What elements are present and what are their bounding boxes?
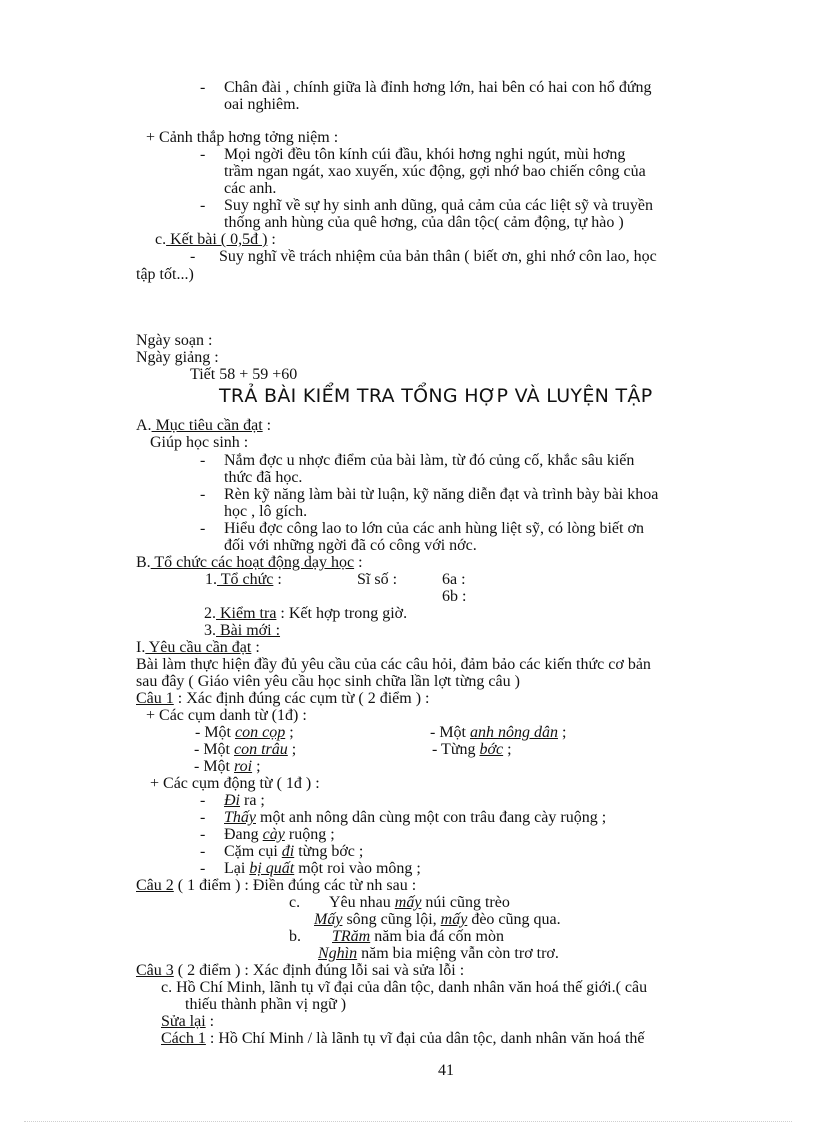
question-1 [136,690,430,707]
question-label: Câu 2 [136,877,174,894]
heading-suffix: : [354,554,363,571]
dash: - [200,843,206,860]
verb-prefix: Đang [224,826,263,843]
text-line: sau đây ( Giáo viên yêu cầu học sinh chữa lần lợt từng câu ) [136,673,520,690]
text-line: trầm ngan ngát, xao xuyến, xúc động, gợi nhớ bao chiến công của [224,163,646,180]
phrase-item [194,758,261,775]
lesson-number: Tiết 58 + 59 +60 [190,366,298,383]
heading-underlined: Mục tiêu cần đạt [151,417,263,434]
section-heading [136,554,363,571]
step-label: Kiểm tra [216,605,277,622]
phrase-suffix: ; [287,741,297,758]
verb-rest: ruộng ; [284,826,335,843]
step-suffix: : [273,571,282,588]
page-number: 41 [438,1062,454,1079]
section-heading [136,417,271,434]
verb-phrase [224,809,606,826]
phrase-prefix: - Một [195,724,235,741]
verse-word: Nghìn [318,945,358,962]
fix-option-1 [161,1030,644,1047]
step-3 [204,622,280,639]
text-line: các anh. [224,180,277,197]
item-letter: c. [289,894,301,911]
verb-rest: từng bớc ; [294,843,364,860]
step-2 [204,605,407,622]
phrase-core: con cọp [235,724,286,741]
verse-line [329,894,510,911]
text-line: thống anh hùng của quê hơng, của dân tộc( cảm động, tự hào ) [224,214,624,231]
verb-core: Thấy [224,809,256,826]
verb-rest: ra ; [240,792,265,809]
phrase-core: anh nông dân [470,724,558,741]
verse-line [314,911,561,928]
date-prepared: Ngày soạn : [136,332,213,349]
phrase-item [432,741,512,758]
verse-rest: năm bia đá cốn mòn [370,928,504,945]
subheading: + Các cụm danh từ (1đ) : [146,707,307,724]
verse-word: Mấy [314,911,343,928]
heading-suffix: : [262,417,272,434]
text-line: Mọi ngời đều tôn kính cúi đầu, khói hơng nghi ngút, mùi hơng [224,146,626,163]
step-number: 3. [204,622,216,639]
fix-heading [161,1013,214,1030]
class-6a: 6a : [442,571,466,588]
verse-rest: sông cũng lội, [342,911,441,928]
text-line: Chân đài , chính giữa là đỉnh hơng lớn, hai bên có hai con hổ đứng [224,79,652,96]
verse-rest: núi cũng trèo [421,894,510,911]
phrase-item [430,724,566,741]
verb-core: đi [281,843,295,860]
text-line: c. Hồ Chí Minh, lãnh tụ vĩ đại của dân tộc, danh nhân văn hoá thế giới.( câu [161,979,648,996]
attendance-label: Sĩ số : [357,571,398,588]
verse-word: TRăm [332,928,371,945]
option-label: Cách 1 [161,1030,206,1047]
text-line: thiếu thành phần vị ngữ ) [185,996,347,1013]
dash: - [200,486,206,503]
question-text: ( 1 điểm ) : Điền đúng các từ nh sau : [173,877,417,894]
verb-core: Đi [224,792,240,809]
question-text: ( 2 điểm ) : Xác định đúng lỗi sai và sửa lỗi : [173,962,465,979]
text-line: tập tốt...) [136,266,194,283]
verb-phrase [224,860,421,877]
phrase-prefix: - Từng [432,741,480,758]
dash: - [200,520,206,537]
subheading: + Các cụm động từ ( 1đ ) : [150,775,320,792]
heading-underlined: Tổ chức các hoạt động dạy học [150,554,355,571]
verb-core: cày [262,826,285,843]
heading-underlined: Yêu cầu cần đạt [145,639,252,656]
verb-rest: một anh nông dân cùng một con trâu đang cày ruộng ; [256,809,607,826]
heading-underlined: Kết bài ( 0,5đ ) [166,231,268,248]
section-heading [155,231,276,248]
question-text: : Xác định đúng các cụm từ ( 2 điểm ) : [173,690,430,707]
phrase-core: roi [234,758,253,775]
footer-divider [24,1121,792,1122]
text-line: Bài làm thực hiện đầy đủ yêu cầu của các câu hỏi, đảm bảo các kiến thức cơ bản [136,656,651,673]
heading-suffix: : [251,639,260,656]
heading-prefix: c. [155,231,167,248]
dash: - [200,860,206,877]
question-label: Câu 3 [136,962,174,979]
heading-prefix: B. [136,554,151,571]
dash: - [190,248,196,265]
heading-suffix: : [267,231,276,248]
fix-suffix: : [205,1013,215,1030]
dash: - [200,452,206,469]
verb-rest: một roi vào mông ; [294,860,421,877]
step-number: 1. [205,571,217,588]
step-1 [205,571,282,588]
section-heading: + Cảnh thắp hơng tởng niệm : [146,129,339,146]
dash: - [200,809,206,826]
text-line: đối với những ngời đã có công với nớc. [224,537,477,554]
text-line: thức đã học. [224,469,303,486]
phrase-suffix: ; [503,741,512,758]
date-taught: Ngày giảng : [136,349,219,366]
verse-word: mấy [440,911,468,928]
phrase-item [194,741,296,758]
option-text: : Hồ Chí Minh / là lãnh tụ vĩ đại của dân tộc, danh nhân văn hoá thế [205,1030,645,1047]
text-line: học , lô gích. [224,503,308,520]
verse-prefix: Yêu nhau [329,894,395,911]
text-line: Giúp học sinh : [150,434,249,451]
section-heading [136,639,260,656]
verse-word: mấy [394,894,422,911]
dash: - [200,146,206,163]
text-line: Suy nghĩ về sự hy sinh anh dũng, quả cảm của các liệt sỹ và truyền [224,197,654,214]
text-line: Hiểu đợc công lao to lớn của các anh hùng liệt sỹ, có lòng biết ơn [224,520,644,537]
verb-phrase [224,843,363,860]
verb-core: bị quất [249,860,295,877]
phrase-prefix: - Một [430,724,470,741]
phrase-core: con trâu [234,741,288,758]
dash: - [200,792,206,809]
verse-rest: đèo cũng qua. [467,911,561,928]
verb-phrase [224,792,265,809]
dash: - [200,826,206,843]
heading-prefix: A. [136,417,152,434]
phrase-prefix: - Một [194,758,234,775]
question-2 [136,877,416,894]
verb-prefix: Cặm cụi [224,843,282,860]
text-line: Rèn kỹ năng làm bài từ luận, kỹ năng diễn đạt và trình bày bài khoa [224,486,659,503]
phrase-core: bớc [479,741,504,758]
question-label: Câu 1 [136,690,174,707]
question-3 [136,962,464,979]
text-line: Suy nghĩ về trách nhiệm của bản thân ( biết ơn, ghi nhớ côn lao, học [219,248,657,265]
text-line: Nắm đợc u nhợc điểm của bài làm, từ đó củng cố, khắc sâu kiến [224,452,635,469]
text-line: oai nghiêm. [224,96,300,113]
step-label: Bài mới : [216,622,281,639]
step-label: Tổ chức [217,571,274,588]
phrase-suffix: ; [285,724,294,741]
phrase-item [195,724,294,741]
item-letter: b. [289,928,301,945]
dash: - [200,79,206,96]
step-suffix: : Kết hợp trong giờ. [276,605,408,622]
verb-prefix: Lại [224,860,250,877]
phrase-suffix: ; [252,758,261,775]
step-number: 2. [204,605,216,622]
verb-phrase [224,826,335,843]
class-6b: 6b : [442,588,467,605]
page-title: TRẢ BÀI KIỂM TRA TỔNG HỢP VÀ LUYỆN TẬP [219,385,653,407]
heading-prefix: I. [136,639,146,656]
verse-rest: năm bia miệng vẫn còn trơ trơ. [357,945,559,962]
dash: - [200,197,206,214]
verse-line [318,945,559,962]
phrase-prefix: - Một [194,741,234,758]
fix-label: Sửa lại [161,1013,206,1030]
verse-line [332,928,504,945]
phrase-suffix: ; [558,724,567,741]
